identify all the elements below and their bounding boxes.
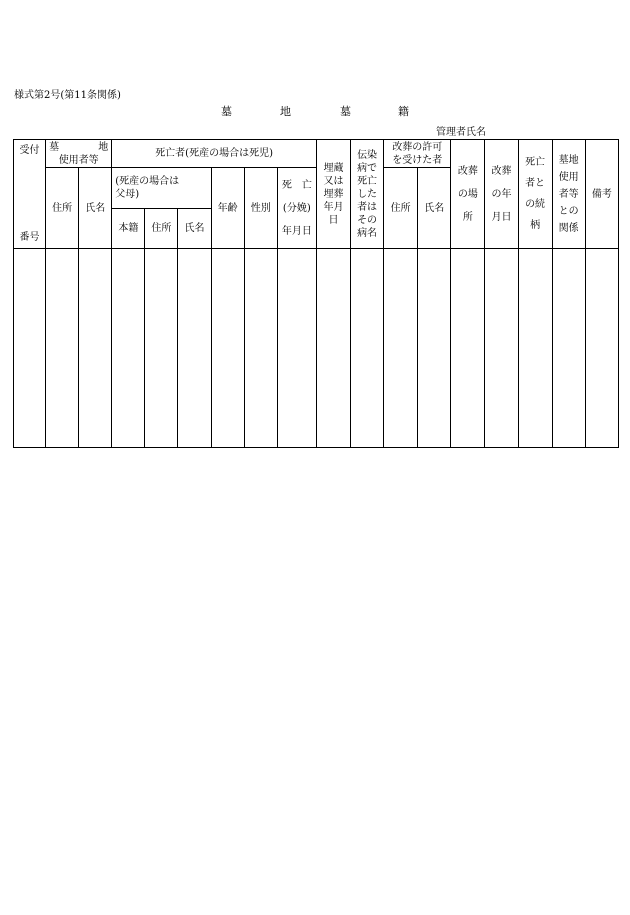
relationship-to-deceased-header: 死亡 者と の続 柄	[518, 140, 552, 249]
entry-cell[interactable]	[14, 249, 46, 448]
entry-cell[interactable]	[351, 249, 384, 448]
reburial-date-header: 改葬 の年 月日	[485, 140, 518, 249]
document-title	[0, 103, 630, 119]
entry-cell[interactable]	[211, 249, 244, 448]
receipt-number-header: 受付 番号	[14, 140, 46, 249]
title-char: 地	[280, 105, 291, 118]
entry-cell[interactable]	[244, 249, 277, 448]
entry-cell[interactable]	[46, 249, 79, 448]
grave-user-header: 墓 地 使用者等	[46, 140, 112, 168]
entry-cell[interactable]	[112, 249, 145, 448]
grave-user-address-header: 住所	[46, 168, 79, 249]
deceased-header: 死亡者(死産の場合は死児)	[112, 140, 317, 168]
entry-cell[interactable]	[316, 249, 350, 448]
entry-cell[interactable]	[552, 249, 585, 448]
remarks-header: 備考	[585, 140, 618, 249]
form-number-label: 様式第2号(第11条関係)	[14, 90, 121, 101]
grave-user-name-header: 氏名	[79, 168, 112, 249]
infectious-disease-header: 伝染 病で 死亡 した 者は その 病名	[351, 140, 384, 249]
stillbirth-parents-header: (死産の場合は 父母)	[112, 168, 211, 209]
honseki-header: 本籍	[112, 209, 145, 249]
deceased-address-header: 住所	[145, 209, 178, 249]
administrator-name-label: 管理者氏名	[436, 127, 486, 138]
entry-cell[interactable]	[451, 249, 485, 448]
deceased-name-header: 氏名	[178, 209, 211, 249]
title-char: 墓	[221, 105, 232, 118]
burial-date-header: 埋蔵 又は 埋葬 年月 日	[316, 140, 350, 249]
sex-header: 性別	[244, 168, 277, 249]
entry-cell[interactable]	[145, 249, 178, 448]
entry-cell[interactable]	[277, 249, 316, 448]
permit-holder-name-header: 氏名	[418, 168, 451, 249]
entry-cell[interactable]	[178, 249, 211, 448]
entry-cell[interactable]	[518, 249, 552, 448]
death-date-header: 死 亡 (分娩) 年月日	[277, 168, 316, 249]
table-row	[14, 249, 619, 448]
permit-holder-address-header: 住所	[384, 168, 418, 249]
entry-cell[interactable]	[585, 249, 618, 448]
entry-cell[interactable]	[79, 249, 112, 448]
entry-cell[interactable]	[418, 249, 451, 448]
grave-register-table	[13, 139, 619, 448]
entry-cell[interactable]	[384, 249, 418, 448]
reburial-permit-header: 改葬の許可 を受けた者	[384, 140, 451, 168]
title-char: 墓	[340, 105, 351, 118]
reburial-place-header: 改葬 の場 所	[451, 140, 485, 249]
title-char: 籍	[398, 105, 409, 118]
grave-user-relationship-header: 墓地 使用 者等 との 関係	[552, 140, 585, 249]
age-header: 年齢	[211, 168, 244, 249]
entry-cell[interactable]	[485, 249, 518, 448]
